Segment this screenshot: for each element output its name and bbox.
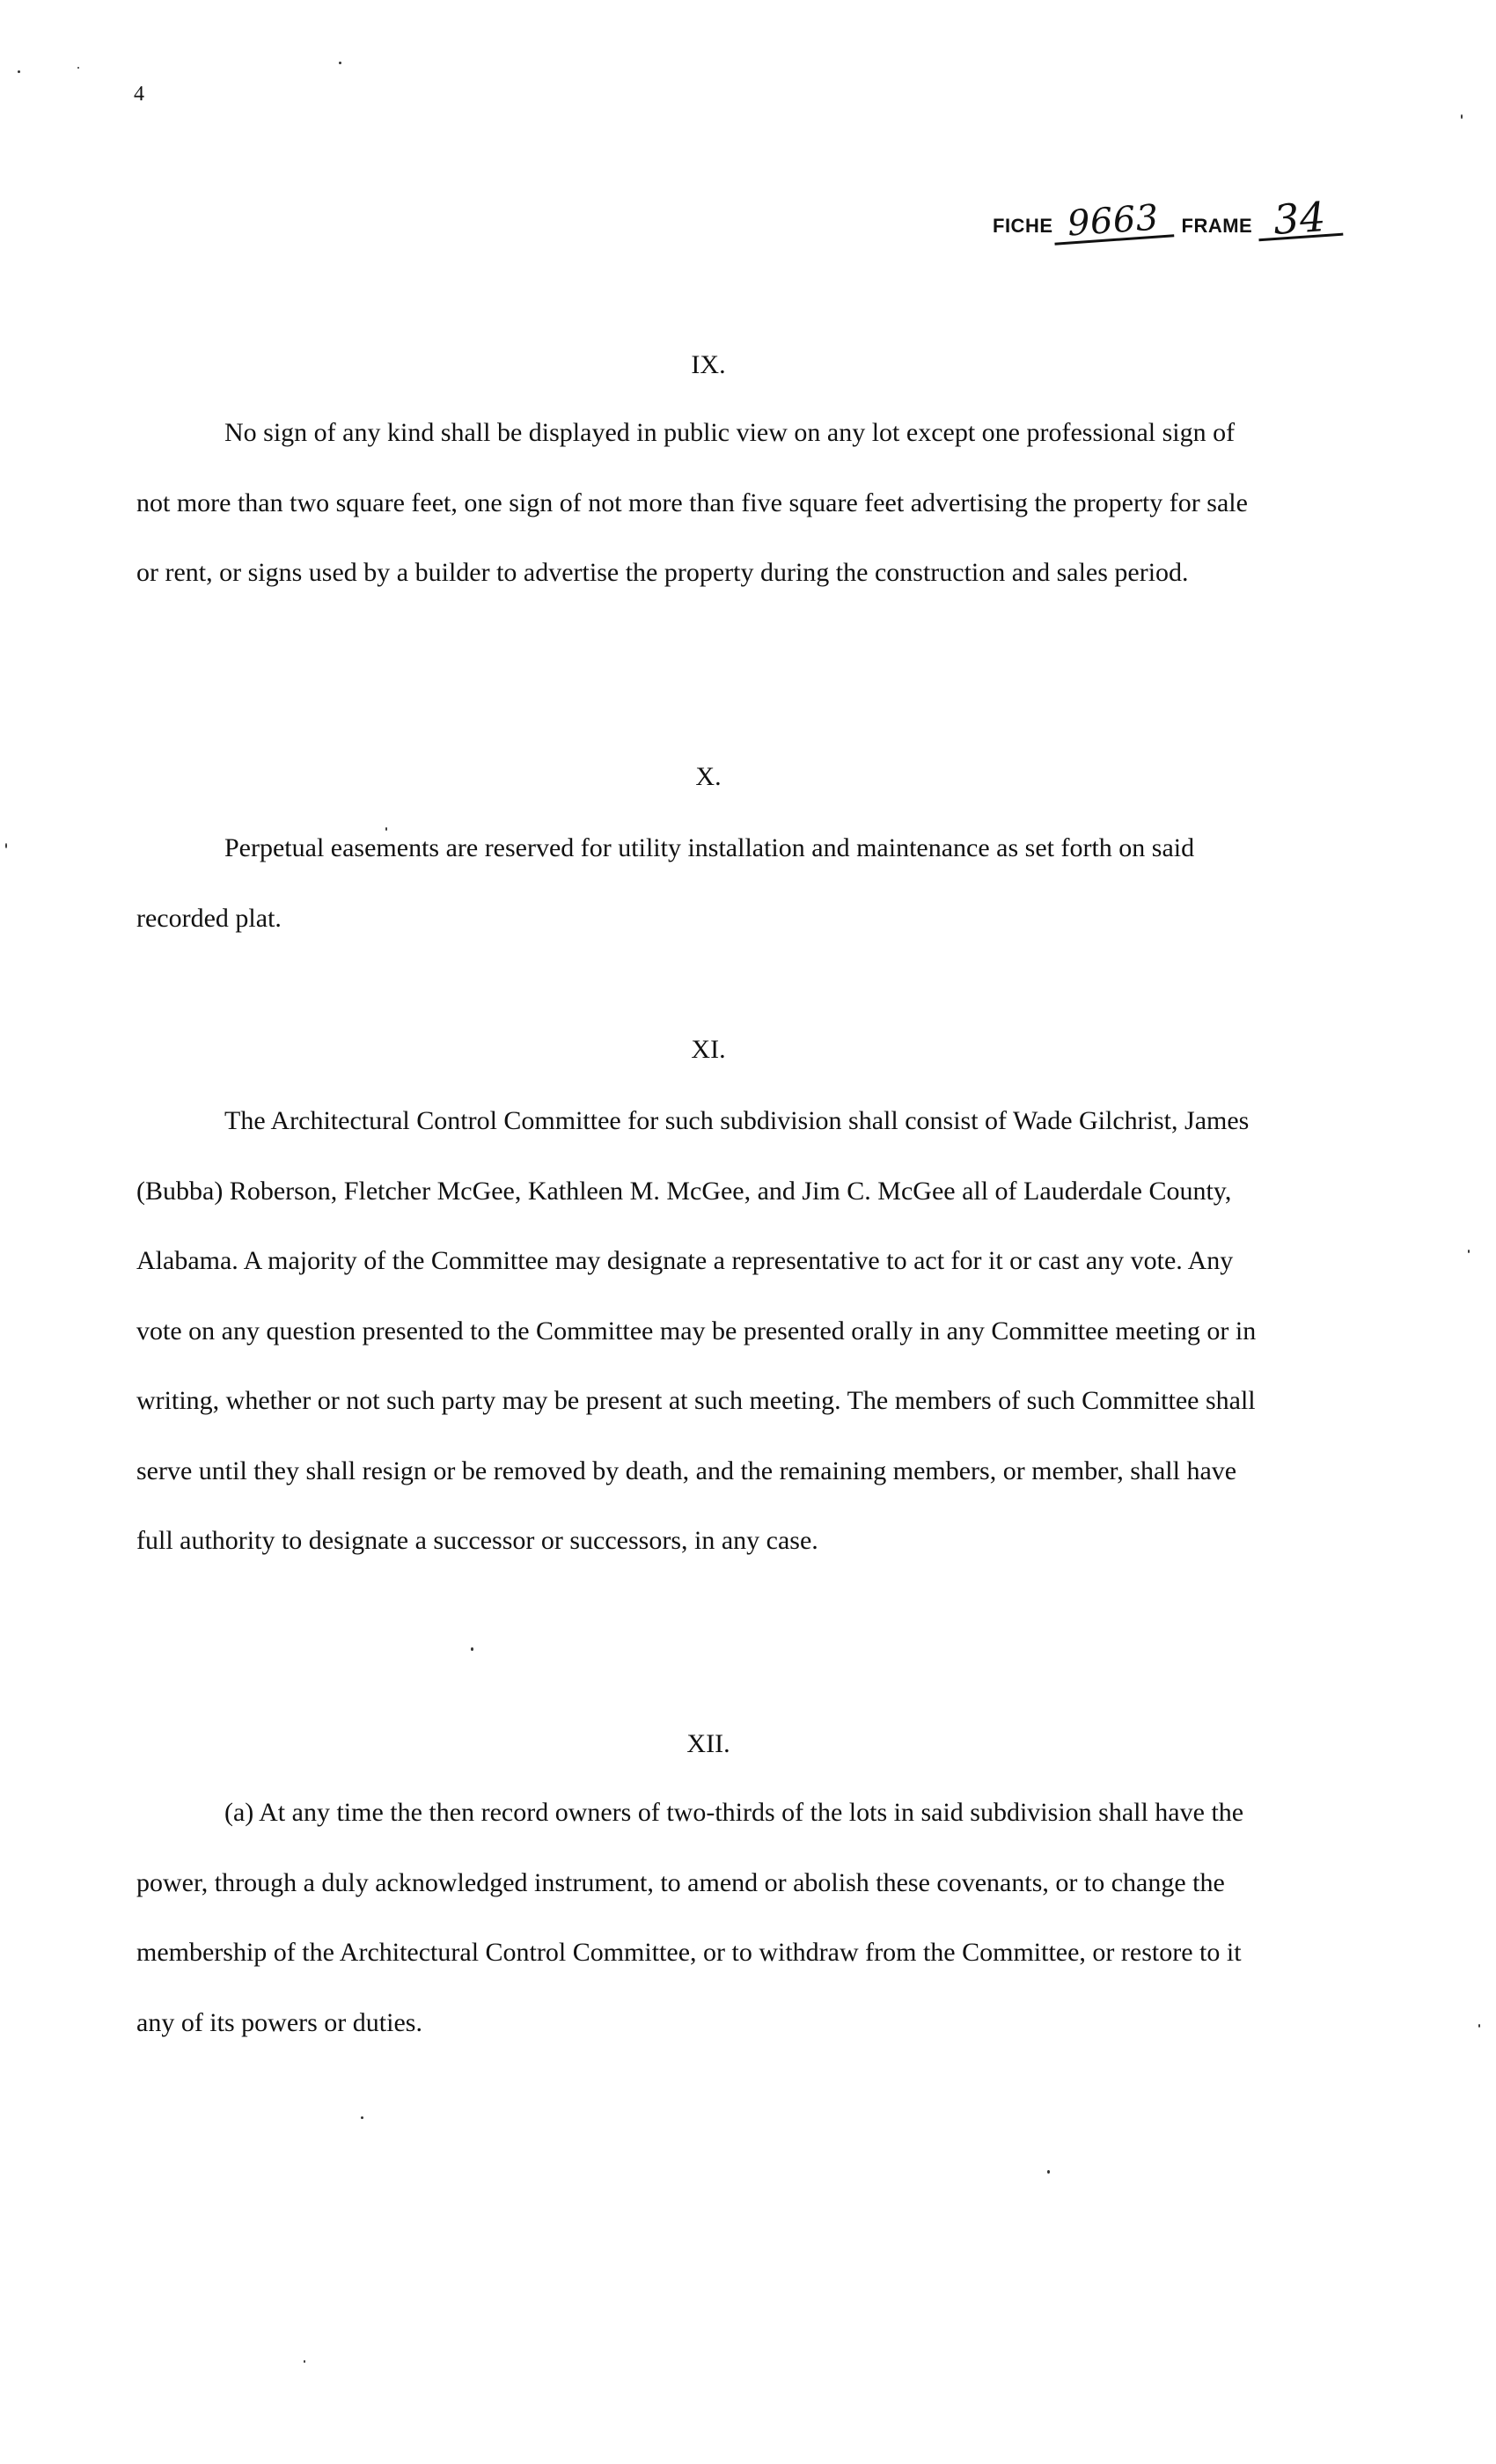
scan-speck	[1461, 114, 1463, 119]
section-ix-paragraph	[136, 398, 1272, 608]
frame-number-handwritten: 34	[1257, 198, 1344, 242]
scan-speck	[304, 2360, 305, 2363]
fiche-number-handwritten: 9663	[1052, 199, 1174, 245]
section-heading-xi: XI.	[691, 1035, 726, 1064]
section-xi-paragraph	[136, 1086, 1272, 1576]
page-number: 4	[134, 83, 144, 106]
scan-speck	[1468, 1250, 1470, 1253]
scan-speck	[471, 1647, 473, 1651]
scan-speck	[1047, 2170, 1050, 2174]
section-heading-x: X.	[695, 762, 722, 791]
scan-speck	[18, 70, 20, 73]
scan-speck	[77, 67, 79, 69]
fiche-frame-stamp	[993, 192, 1342, 245]
section-heading-xii: XII.	[686, 1729, 730, 1758]
fiche-label: FICHE	[993, 215, 1053, 237]
frame-label: FRAME	[1181, 215, 1253, 237]
section-ix-text: No sign of any kind shall be displayed in public view on any lot except one professional sign of not more than two square feet, one sign of not more than five square feet advertising the property for sale or rent, or signs used by a builder to advertise the property during the construction and sales period.	[136, 418, 1248, 587]
section-x-paragraph	[136, 813, 1272, 953]
section-xii-text: (a) At any time the then record owners of two-thirds of the lots in said subdivision shall have the power, through a duly acknowledged instrument, to amend or abolish these covenants, or to change the membership of the Architectural Control Committee, or to withdraw from the Committee, or restore to it any of its powers or duties.	[136, 1798, 1244, 2037]
section-xii-paragraph	[136, 1778, 1272, 2057]
section-x-text: Perpetual easements are reserved for utility installation and maintenance as set forth on said recorded plat.	[136, 833, 1195, 933]
section-heading-ix: IX.	[691, 350, 726, 379]
scan-speck	[339, 62, 341, 64]
scan-speck	[385, 827, 387, 831]
scan-speck	[1478, 2024, 1480, 2028]
scan-speck	[5, 843, 7, 848]
scan-speck	[361, 2116, 363, 2119]
section-xi-text: The Architectural Control Committee for such subdivision shall consist of Wade Gilchrist, James (Bubba) Roberson, Fletcher McGee, Kathleen M. McGee, and Jim C. McGee all of Lauderdale County, Alabama. A majority of the Committee may designate a representative to act for it or cast any vote. Any vote on any question presented to the Committee may be presented orally in any Committee meeting or in writing, whether or not such party may be present at such meeting. The members of such Committee shall serve until they shall resign or be removed by death, and the remaining members, or member, shall have full authority to designate a successor or successors, in any case.	[136, 1106, 1257, 1555]
